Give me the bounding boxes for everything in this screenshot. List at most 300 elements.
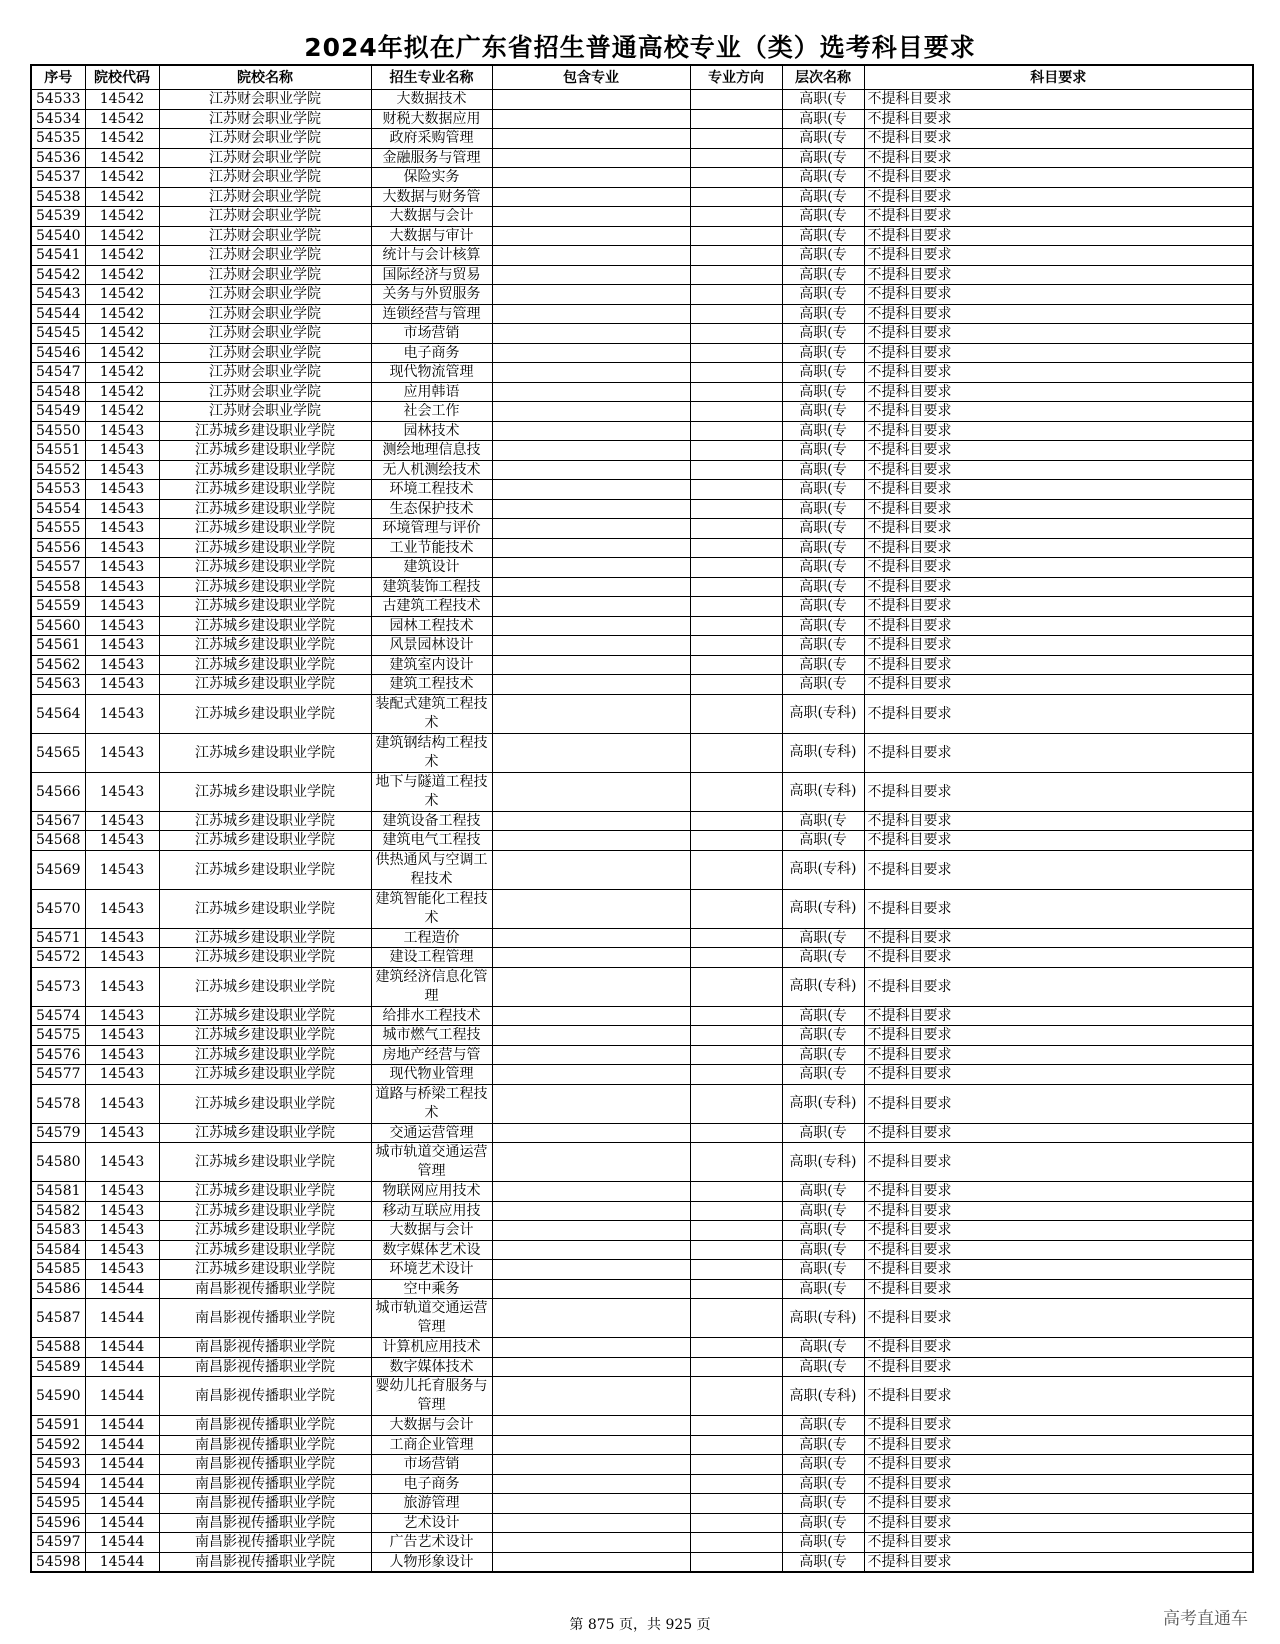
table-cell: 不提科目要求 bbox=[864, 538, 1253, 558]
table-cell: 54590 bbox=[31, 1377, 85, 1416]
table-cell: 不提科目要求 bbox=[864, 187, 1253, 207]
table-cell bbox=[690, 558, 782, 578]
table-cell: 不提科目要求 bbox=[864, 441, 1253, 461]
table-cell: 54533 bbox=[31, 90, 85, 110]
table-cell: 54585 bbox=[31, 1260, 85, 1280]
table-cell: 道路与桥梁工程技术 bbox=[371, 1084, 492, 1123]
table-row bbox=[31, 285, 1253, 305]
table-cell: 大数据与会计 bbox=[371, 1221, 492, 1241]
table-cell: 54576 bbox=[31, 1045, 85, 1065]
table-cell bbox=[492, 168, 690, 188]
table-cell: 高职(专 bbox=[782, 402, 864, 422]
table-cell bbox=[492, 1221, 690, 1241]
table-cell bbox=[492, 421, 690, 441]
table-cell bbox=[492, 285, 690, 305]
table-row bbox=[31, 460, 1253, 480]
table-cell: 高职(专 bbox=[782, 109, 864, 129]
table-cell: 14543 bbox=[85, 538, 159, 558]
table-cell: 金融服务与管理 bbox=[371, 148, 492, 168]
table-cell: 不提科目要求 bbox=[864, 1260, 1253, 1280]
table-cell: 54571 bbox=[31, 928, 85, 948]
table-cell: 建筑钢结构工程技术 bbox=[371, 733, 492, 772]
table-cell: 供热通风与空调工程技术 bbox=[371, 850, 492, 889]
table-cell: 江苏城乡建设职业学院 bbox=[159, 967, 371, 1006]
table-cell bbox=[492, 694, 690, 733]
table-cell: 高职(专 bbox=[782, 1513, 864, 1533]
table-cell: 建筑装饰工程技 bbox=[371, 577, 492, 597]
table-cell: 江苏城乡建设职业学院 bbox=[159, 1123, 371, 1143]
table-row bbox=[31, 1260, 1253, 1280]
table-cell: 54598 bbox=[31, 1552, 85, 1572]
table-cell: 不提科目要求 bbox=[864, 1201, 1253, 1221]
table-cell: 高职(专 bbox=[782, 1065, 864, 1085]
table-cell: 14543 bbox=[85, 1045, 159, 1065]
table-cell: 不提科目要求 bbox=[864, 382, 1253, 402]
table-cell bbox=[690, 402, 782, 422]
table-cell: 高职(专 bbox=[782, 148, 864, 168]
table-cell: 14543 bbox=[85, 1260, 159, 1280]
table-cell: 54572 bbox=[31, 948, 85, 968]
table-cell bbox=[492, 441, 690, 461]
table-cell: 江苏财会职业学院 bbox=[159, 304, 371, 324]
table-cell: 建筑设备工程技 bbox=[371, 811, 492, 831]
table-cell: 不提科目要求 bbox=[864, 1455, 1253, 1475]
table-cell: 14544 bbox=[85, 1474, 159, 1494]
table-row bbox=[31, 1279, 1253, 1299]
table-cell: 54555 bbox=[31, 519, 85, 539]
table-cell: 大数据技术 bbox=[371, 90, 492, 110]
table-cell bbox=[690, 675, 782, 695]
table-cell: 14544 bbox=[85, 1435, 159, 1455]
table-cell: 不提科目要求 bbox=[864, 1338, 1253, 1358]
table-cell: 风景园林设计 bbox=[371, 636, 492, 656]
table-cell: 14543 bbox=[85, 421, 159, 441]
table-cell: 54559 bbox=[31, 597, 85, 617]
table-cell: 不提科目要求 bbox=[864, 1182, 1253, 1202]
table-cell bbox=[690, 1279, 782, 1299]
table-cell: 高职(专 bbox=[782, 1455, 864, 1475]
table-cell: 不提科目要求 bbox=[864, 1006, 1253, 1026]
table-cell: 地下与隧道工程技术 bbox=[371, 772, 492, 811]
table-cell: 54553 bbox=[31, 480, 85, 500]
table-cell: 不提科目要求 bbox=[864, 460, 1253, 480]
table-cell: 江苏城乡建设职业学院 bbox=[159, 675, 371, 695]
table-cell: 江苏财会职业学院 bbox=[159, 363, 371, 383]
table-cell: 江苏城乡建设职业学院 bbox=[159, 421, 371, 441]
table-cell bbox=[690, 948, 782, 968]
table-cell: 高职(专 bbox=[782, 616, 864, 636]
table-cell: 南昌影视传播职业学院 bbox=[159, 1494, 371, 1514]
table-cell: 不提科目要求 bbox=[864, 675, 1253, 695]
table-cell bbox=[690, 1123, 782, 1143]
table-cell: 高职(专 bbox=[782, 207, 864, 227]
table-row bbox=[31, 109, 1253, 129]
table-cell bbox=[690, 460, 782, 480]
table-cell: 江苏城乡建设职业学院 bbox=[159, 655, 371, 675]
table-cell: 54557 bbox=[31, 558, 85, 578]
table-cell bbox=[492, 1182, 690, 1202]
table-row bbox=[31, 324, 1253, 344]
table-cell: 54551 bbox=[31, 441, 85, 461]
table-cell: 54566 bbox=[31, 772, 85, 811]
table-cell: 江苏城乡建设职业学院 bbox=[159, 1240, 371, 1260]
table-cell: 54565 bbox=[31, 733, 85, 772]
table-cell: 不提科目要求 bbox=[864, 616, 1253, 636]
table-cell: 54582 bbox=[31, 1201, 85, 1221]
table-cell: 高职(专科) bbox=[782, 694, 864, 733]
table-cell: 江苏城乡建设职业学院 bbox=[159, 1045, 371, 1065]
table-header-row bbox=[31, 65, 1253, 90]
table-cell bbox=[492, 246, 690, 266]
column-header: 招生专业名称 bbox=[371, 65, 492, 90]
table-cell: 南昌影视传播职业学院 bbox=[159, 1338, 371, 1358]
table-cell: 不提科目要求 bbox=[864, 850, 1253, 889]
table-cell: 高职(专 bbox=[782, 1533, 864, 1553]
table-cell: 高职(专 bbox=[782, 811, 864, 831]
table-cell: 54587 bbox=[31, 1299, 85, 1338]
table-cell bbox=[492, 1474, 690, 1494]
table-cell bbox=[690, 343, 782, 363]
table-cell: 江苏城乡建设职业学院 bbox=[159, 889, 371, 928]
table-cell: 14543 bbox=[85, 1123, 159, 1143]
table-cell: 不提科目要求 bbox=[864, 831, 1253, 851]
table-cell: 统计与会计核算 bbox=[371, 246, 492, 266]
table-cell bbox=[690, 733, 782, 772]
table-cell: 54580 bbox=[31, 1143, 85, 1182]
table-cell bbox=[492, 636, 690, 656]
table-cell: 不提科目要求 bbox=[864, 811, 1253, 831]
table-cell: 空中乘务 bbox=[371, 1279, 492, 1299]
table-cell: 不提科目要求 bbox=[864, 324, 1253, 344]
table-cell: 移动互联应用技 bbox=[371, 1201, 492, 1221]
table-cell: 14542 bbox=[85, 285, 159, 305]
table-cell: 环境艺术设计 bbox=[371, 1260, 492, 1280]
table-cell: 房地产经营与管 bbox=[371, 1045, 492, 1065]
table-cell bbox=[690, 831, 782, 851]
table-cell: 14543 bbox=[85, 967, 159, 1006]
table-cell: 不提科目要求 bbox=[864, 1065, 1253, 1085]
table-cell: 江苏财会职业学院 bbox=[159, 109, 371, 129]
table-row bbox=[31, 655, 1253, 675]
table-cell bbox=[690, 616, 782, 636]
table-cell: 市场营销 bbox=[371, 324, 492, 344]
table-cell: 不提科目要求 bbox=[864, 148, 1253, 168]
table-cell: 高职(专 bbox=[782, 948, 864, 968]
table-cell bbox=[492, 1123, 690, 1143]
table-cell: 江苏城乡建设职业学院 bbox=[159, 928, 371, 948]
table-cell: 高职(专 bbox=[782, 187, 864, 207]
table-cell bbox=[492, 1006, 690, 1026]
table-cell: 南昌影视传播职业学院 bbox=[159, 1533, 371, 1553]
table-cell bbox=[690, 1357, 782, 1377]
table-cell: 不提科目要求 bbox=[864, 343, 1253, 363]
table-cell: 高职(专 bbox=[782, 324, 864, 344]
table-row bbox=[31, 129, 1253, 149]
table-row bbox=[31, 889, 1253, 928]
table-cell: 54537 bbox=[31, 168, 85, 188]
table-cell: 不提科目要求 bbox=[864, 1377, 1253, 1416]
table-row bbox=[31, 577, 1253, 597]
table-row bbox=[31, 1026, 1253, 1046]
table-cell bbox=[492, 1513, 690, 1533]
table-cell: 高职(专 bbox=[782, 538, 864, 558]
page-footer: 第 875 页，共 925 页 bbox=[569, 1617, 711, 1633]
table-cell: 江苏财会职业学院 bbox=[159, 90, 371, 110]
table-cell: 高职(专科) bbox=[782, 1143, 864, 1182]
table-row bbox=[31, 831, 1253, 851]
table-cell: 广告艺术设计 bbox=[371, 1533, 492, 1553]
table-cell: 高职(专 bbox=[782, 304, 864, 324]
table-cell: 不提科目要求 bbox=[864, 1533, 1253, 1553]
table-row bbox=[31, 1201, 1253, 1221]
table-cell bbox=[690, 1299, 782, 1338]
table-row bbox=[31, 772, 1253, 811]
table-cell bbox=[690, 246, 782, 266]
table-cell: 不提科目要求 bbox=[864, 772, 1253, 811]
table-cell: 14543 bbox=[85, 1240, 159, 1260]
table-row bbox=[31, 1221, 1253, 1241]
table-cell bbox=[690, 597, 782, 617]
table-cell: 高职(专 bbox=[782, 129, 864, 149]
column-header: 院校代码 bbox=[85, 65, 159, 90]
table-row bbox=[31, 246, 1253, 266]
requirements-table bbox=[30, 64, 1254, 1573]
table-cell: 高职(专科) bbox=[782, 772, 864, 811]
table-cell: 测绘地理信息技 bbox=[371, 441, 492, 461]
table-cell: 高职(专 bbox=[782, 363, 864, 383]
table-row bbox=[31, 499, 1253, 519]
table-cell: 不提科目要求 bbox=[864, 1357, 1253, 1377]
table-cell bbox=[492, 1455, 690, 1475]
table-cell: 南昌影视传播职业学院 bbox=[159, 1299, 371, 1338]
table-cell: 14544 bbox=[85, 1552, 159, 1572]
table-cell bbox=[492, 1045, 690, 1065]
table-cell: 14542 bbox=[85, 382, 159, 402]
table-cell bbox=[492, 304, 690, 324]
table-cell: 关务与外贸服务 bbox=[371, 285, 492, 305]
table-cell: 高职(专 bbox=[782, 226, 864, 246]
table-cell: 14542 bbox=[85, 207, 159, 227]
table-row bbox=[31, 168, 1253, 188]
table-cell: 不提科目要求 bbox=[864, 1026, 1253, 1046]
table-row bbox=[31, 148, 1253, 168]
table-cell: 高职(专 bbox=[782, 1338, 864, 1358]
table-cell: 54584 bbox=[31, 1240, 85, 1260]
table-row bbox=[31, 363, 1253, 383]
table-cell bbox=[492, 402, 690, 422]
table-cell: 不提科目要求 bbox=[864, 402, 1253, 422]
table-row bbox=[31, 343, 1253, 363]
table-cell: 高职(专 bbox=[782, 421, 864, 441]
table-cell: 14543 bbox=[85, 597, 159, 617]
table-cell bbox=[492, 343, 690, 363]
table-cell bbox=[492, 324, 690, 344]
table-cell bbox=[492, 655, 690, 675]
table-cell bbox=[690, 1455, 782, 1475]
table-cell bbox=[492, 382, 690, 402]
table-cell bbox=[690, 207, 782, 227]
table-cell: 54543 bbox=[31, 285, 85, 305]
table-cell bbox=[492, 148, 690, 168]
table-cell: 南昌影视传播职业学院 bbox=[159, 1357, 371, 1377]
table-cell: 54597 bbox=[31, 1533, 85, 1553]
table-cell: 不提科目要求 bbox=[864, 1494, 1253, 1514]
table-cell: 江苏财会职业学院 bbox=[159, 285, 371, 305]
table-cell: 工业节能技术 bbox=[371, 538, 492, 558]
table-cell: 14544 bbox=[85, 1279, 159, 1299]
table-cell bbox=[690, 1474, 782, 1494]
table-cell: 人物形象设计 bbox=[371, 1552, 492, 1572]
table-cell: 不提科目要求 bbox=[864, 1279, 1253, 1299]
table-cell: 大数据与会计 bbox=[371, 1416, 492, 1436]
table-cell: 高职(专 bbox=[782, 1435, 864, 1455]
table-cell bbox=[492, 1260, 690, 1280]
table-cell: 江苏城乡建设职业学院 bbox=[159, 1084, 371, 1123]
table-cell bbox=[690, 187, 782, 207]
table-cell: 江苏城乡建设职业学院 bbox=[159, 1201, 371, 1221]
table-cell: 14542 bbox=[85, 129, 159, 149]
column-header: 科目要求 bbox=[864, 65, 1253, 90]
column-header: 专业方向 bbox=[690, 65, 782, 90]
table-row bbox=[31, 1455, 1253, 1475]
table-cell bbox=[690, 324, 782, 344]
table-cell bbox=[492, 831, 690, 851]
table-cell bbox=[690, 1084, 782, 1123]
table-cell: 不提科目要求 bbox=[864, 421, 1253, 441]
table-cell: 江苏城乡建设职业学院 bbox=[159, 1026, 371, 1046]
table-cell bbox=[690, 109, 782, 129]
table-cell bbox=[690, 694, 782, 733]
column-header: 层次名称 bbox=[782, 65, 864, 90]
table-cell: 应用韩语 bbox=[371, 382, 492, 402]
table-cell: 江苏城乡建设职业学院 bbox=[159, 558, 371, 578]
table-cell bbox=[690, 1435, 782, 1455]
table-cell: 14542 bbox=[85, 226, 159, 246]
table-cell: 江苏城乡建设职业学院 bbox=[159, 850, 371, 889]
page-title: 2024年拟在广东省招生普通高校专业（类）选考科目要求 bbox=[304, 33, 976, 62]
table-cell bbox=[492, 1338, 690, 1358]
table-row bbox=[31, 1533, 1253, 1553]
table-cell bbox=[492, 207, 690, 227]
table-cell bbox=[690, 928, 782, 948]
table-cell: 14544 bbox=[85, 1455, 159, 1475]
table-cell: 14543 bbox=[85, 1084, 159, 1123]
table-cell: 14543 bbox=[85, 655, 159, 675]
table-row bbox=[31, 811, 1253, 831]
table-cell: 54549 bbox=[31, 402, 85, 422]
table-cell bbox=[690, 148, 782, 168]
table-row bbox=[31, 597, 1253, 617]
table-cell: 54535 bbox=[31, 129, 85, 149]
table-row bbox=[31, 1182, 1253, 1202]
table-cell: 14543 bbox=[85, 1182, 159, 1202]
table-cell: 江苏城乡建设职业学院 bbox=[159, 1065, 371, 1085]
table-cell: 南昌影视传播职业学院 bbox=[159, 1513, 371, 1533]
table-cell: 高职(专 bbox=[782, 1494, 864, 1514]
table-cell: 古建筑工程技术 bbox=[371, 597, 492, 617]
table-cell bbox=[492, 460, 690, 480]
table-cell: 高职(专 bbox=[782, 1006, 864, 1026]
table-cell: 江苏财会职业学院 bbox=[159, 148, 371, 168]
table-cell: 江苏城乡建设职业学院 bbox=[159, 441, 371, 461]
table-cell: 14543 bbox=[85, 831, 159, 851]
table-cell: 婴幼儿托育服务与管理 bbox=[371, 1377, 492, 1416]
table-cell: 14543 bbox=[85, 480, 159, 500]
table-cell: 江苏城乡建设职业学院 bbox=[159, 1143, 371, 1182]
table-cell: 不提科目要求 bbox=[864, 90, 1253, 110]
table-row bbox=[31, 1143, 1253, 1182]
column-header: 包含专业 bbox=[492, 65, 690, 90]
table-cell: 54573 bbox=[31, 967, 85, 1006]
table-cell: 江苏城乡建设职业学院 bbox=[159, 948, 371, 968]
table-cell: 高职(专 bbox=[782, 499, 864, 519]
table-cell: 14543 bbox=[85, 616, 159, 636]
table-cell bbox=[690, 1377, 782, 1416]
table-cell: 连锁经营与管理 bbox=[371, 304, 492, 324]
table-cell bbox=[690, 226, 782, 246]
table-cell: 高职(专 bbox=[782, 1416, 864, 1436]
table-cell: 54561 bbox=[31, 636, 85, 656]
table-cell bbox=[690, 90, 782, 110]
table-cell: 54558 bbox=[31, 577, 85, 597]
table-cell: 不提科目要求 bbox=[864, 226, 1253, 246]
table-cell: 14542 bbox=[85, 265, 159, 285]
table-cell bbox=[492, 187, 690, 207]
table-cell bbox=[492, 1552, 690, 1572]
table-cell: 14543 bbox=[85, 499, 159, 519]
table-cell: 装配式建筑工程技术 bbox=[371, 694, 492, 733]
table-cell: 高职(专 bbox=[782, 1260, 864, 1280]
table-cell: 54545 bbox=[31, 324, 85, 344]
table-cell bbox=[690, 363, 782, 383]
table-cell bbox=[690, 850, 782, 889]
table-row bbox=[31, 1006, 1253, 1026]
table-cell: 14542 bbox=[85, 187, 159, 207]
table-cell: 不提科目要求 bbox=[864, 733, 1253, 772]
table-cell: 南昌影视传播职业学院 bbox=[159, 1552, 371, 1572]
table-cell: 54563 bbox=[31, 675, 85, 695]
table-cell: 14543 bbox=[85, 694, 159, 733]
table-cell: 14543 bbox=[85, 889, 159, 928]
table-cell: 高职(专 bbox=[782, 558, 864, 578]
table-cell: 江苏城乡建设职业学院 bbox=[159, 577, 371, 597]
table-cell bbox=[690, 811, 782, 831]
table-cell: 江苏财会职业学院 bbox=[159, 129, 371, 149]
table-cell: 高职(专 bbox=[782, 343, 864, 363]
table-cell: 电子商务 bbox=[371, 343, 492, 363]
table-cell: 54534 bbox=[31, 109, 85, 129]
table-cell bbox=[690, 1260, 782, 1280]
table-row bbox=[31, 1123, 1253, 1143]
table-cell bbox=[690, 1513, 782, 1533]
table-cell: 14544 bbox=[85, 1513, 159, 1533]
table-cell: 建筑电气工程技 bbox=[371, 831, 492, 851]
table-cell: 不提科目要求 bbox=[864, 928, 1253, 948]
table-cell bbox=[690, 1552, 782, 1572]
table-cell bbox=[492, 519, 690, 539]
table-cell: 54552 bbox=[31, 460, 85, 480]
table-cell: 不提科目要求 bbox=[864, 948, 1253, 968]
table-cell: 江苏财会职业学院 bbox=[159, 343, 371, 363]
table-cell bbox=[690, 1533, 782, 1553]
table-cell: 南昌影视传播职业学院 bbox=[159, 1435, 371, 1455]
table-cell bbox=[690, 480, 782, 500]
table-cell: 现代物业管理 bbox=[371, 1065, 492, 1085]
table-row bbox=[31, 1065, 1253, 1085]
table-cell bbox=[492, 538, 690, 558]
table-row bbox=[31, 558, 1253, 578]
table-cell: 高职(专科) bbox=[782, 1299, 864, 1338]
